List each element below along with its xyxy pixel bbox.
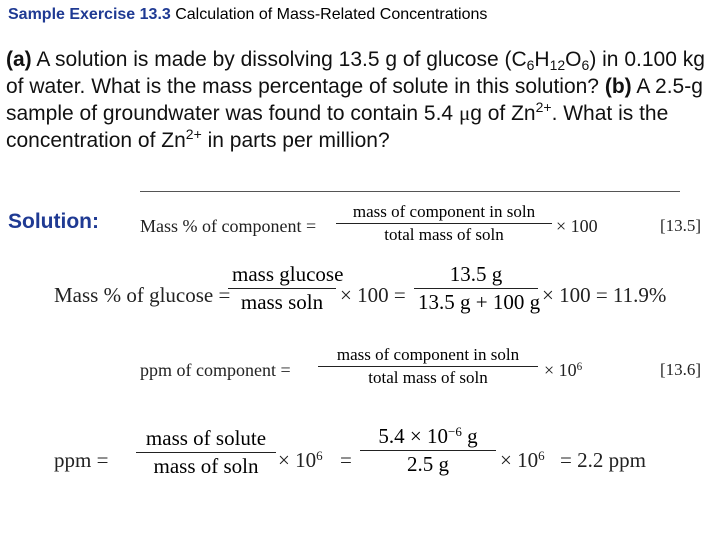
eq4-multiplier-2 <box>500 448 545 473</box>
subscript: 6 <box>581 57 590 73</box>
numerator: mass of component in soln <box>318 345 538 367</box>
eq2-lhs: Mass % of glucose = <box>54 283 231 307</box>
problem-text: A 2.5-g sample of groundwater was found to contain 5.4 <box>6 75 703 125</box>
multiplier-base: × 10 <box>278 448 317 472</box>
denominator: 13.5 g + 100 g <box>418 290 541 314</box>
exponent: 6 <box>316 447 323 463</box>
denominator: total mass of soln <box>384 225 504 244</box>
eq2-fraction-1 <box>228 262 344 315</box>
part-b-label: (b) <box>604 75 632 98</box>
superscript: 2+ <box>535 99 552 115</box>
eq2-multiplier: × 100 = <box>340 283 406 307</box>
formula-text: H <box>534 48 550 71</box>
eq1-fraction <box>336 202 552 245</box>
numerator-base: 5.4 × 10 <box>378 424 448 448</box>
eq3-fraction <box>318 345 538 388</box>
exercise-title <box>8 6 487 24</box>
exponent: 6 <box>538 447 545 463</box>
eq2-result: × 100 = 11.9% <box>542 283 667 307</box>
problem-text: ) in 0.100 kg of water. What is the mass percentage of solute in this solution? <box>6 48 705 98</box>
eq1-lhs: Mass % of component = <box>140 216 317 236</box>
subscript: 12 <box>549 57 566 73</box>
numerator-unit: g <box>461 424 478 448</box>
eq4-lhs: ppm = <box>54 448 109 472</box>
eq4-multiplier-1 <box>278 448 323 473</box>
exponent: 6 <box>576 360 583 373</box>
part-a-label: (a) <box>6 48 32 71</box>
problem-text: . What is the concentration of Zn <box>6 102 669 152</box>
exercise-number: Sample Exercise 13.3 <box>8 6 171 23</box>
denominator: 2.5 g <box>407 452 449 476</box>
eq4-fraction-1 <box>136 426 276 479</box>
eq4-fraction-2 <box>360 424 496 477</box>
exercise-topic: Calculation of Mass-Related Concentrations <box>170 6 488 23</box>
eq4-result: = 2.2 ppm <box>560 448 646 472</box>
problem-text: in parts per million? <box>201 129 390 152</box>
problem-text: A solution is made by dissolving 13.5 g of glucose (C <box>31 48 527 71</box>
subscript: 6 <box>526 57 535 73</box>
numerator <box>360 424 496 451</box>
problem-statement <box>6 46 716 154</box>
numerator: 13.5 g <box>414 262 538 289</box>
numerator: mass glucose <box>228 262 336 289</box>
problem-text: g of Zn <box>470 102 536 125</box>
multiplier-base: × 10 <box>500 448 539 472</box>
eq2-fraction-2 <box>414 262 541 315</box>
numerator: mass of component in soln <box>336 202 552 224</box>
numerator: mass of solute <box>136 426 276 453</box>
eq3-multiplier <box>544 360 582 381</box>
denominator: total mass of soln <box>368 368 488 387</box>
eq1-multiplier: × 100 <box>556 216 598 236</box>
superscript: 2+ <box>185 126 202 142</box>
mu-symbol: μ <box>458 101 471 125</box>
divider <box>140 191 680 192</box>
eq4-equals: = <box>340 448 352 472</box>
solution-label: Solution: <box>8 210 99 233</box>
denominator: mass soln <box>240 290 324 314</box>
exponent: −6 <box>447 423 462 439</box>
eq3-lhs: ppm of component = <box>140 360 291 380</box>
formula-text: O <box>565 48 582 71</box>
eq3-reference: [13.6] <box>660 360 702 379</box>
denominator: mass of soln <box>153 454 259 478</box>
multiplier-base: × 10 <box>544 360 577 380</box>
eq1-reference: [13.5] <box>660 216 702 235</box>
